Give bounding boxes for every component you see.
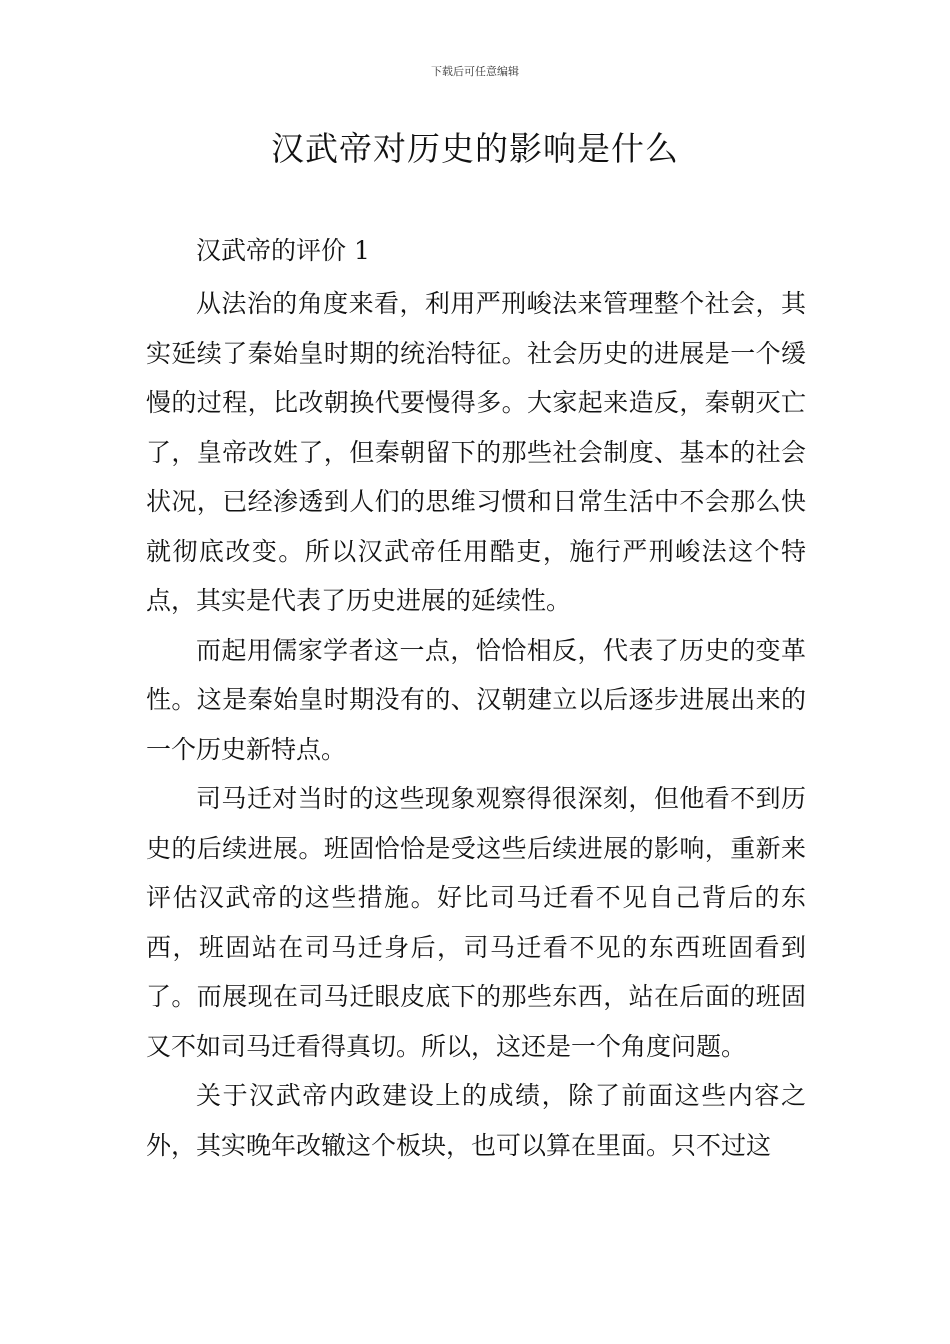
paragraph-2: 而起用儒家学者这一点，恰恰相反，代表了历史的变革性。这是秦始皇时期没有的、汉朝建立以后逐步进展出来的一个历史新特点。 [146,635,806,764]
header-note: 下载后可任意编辑 [431,65,519,78]
document-body [146,225,806,1170]
paragraph-3: 司马迁对当时的这些现象观察得很深刻，但他看不到历史的后续进展。班固恰恰是受这些后续进展的影响，重新来评估汉武帝的这些措施。好比司马迁看不见自己背后的东西，班固站在司马迁身后，司马迁看不见的东西班固看到了。而展现在司马迁眼皮底下的那些东西，站在后面的班固又不如司马迁看得真切。所以，这还是一个角度问题。 [146,784,806,1061]
paragraph-1: 从法治的角度来看，利用严刑峻法来管理整个社会，其实延续了秦始皇时期的统治特征。社会历史的进展是一个缓慢的过程，比改朝换代要慢得多。大家起来造反，秦朝灭亡了，皇帝改姓了，但秦朝留下的那些社会制度、基本的社会状况，已经渗透到人们的思维习惯和日常生活中不会那么快就彻底改变。所以汉武帝任用酷吏，施行严刑峻法这个特点，其实是代表了历史进展的延续性。 [146,289,806,615]
paragraph-4: 关于汉武帝内政建设上的成绩，除了前面这些内容之外，其实晚年改辙这个板块，也可以算在里面。只不过这 [146,1081,806,1160]
document-title: 汉武帝对历史的影响是什么 [271,129,679,168]
section-heading: 汉武帝的评价 1 [196,236,370,265]
